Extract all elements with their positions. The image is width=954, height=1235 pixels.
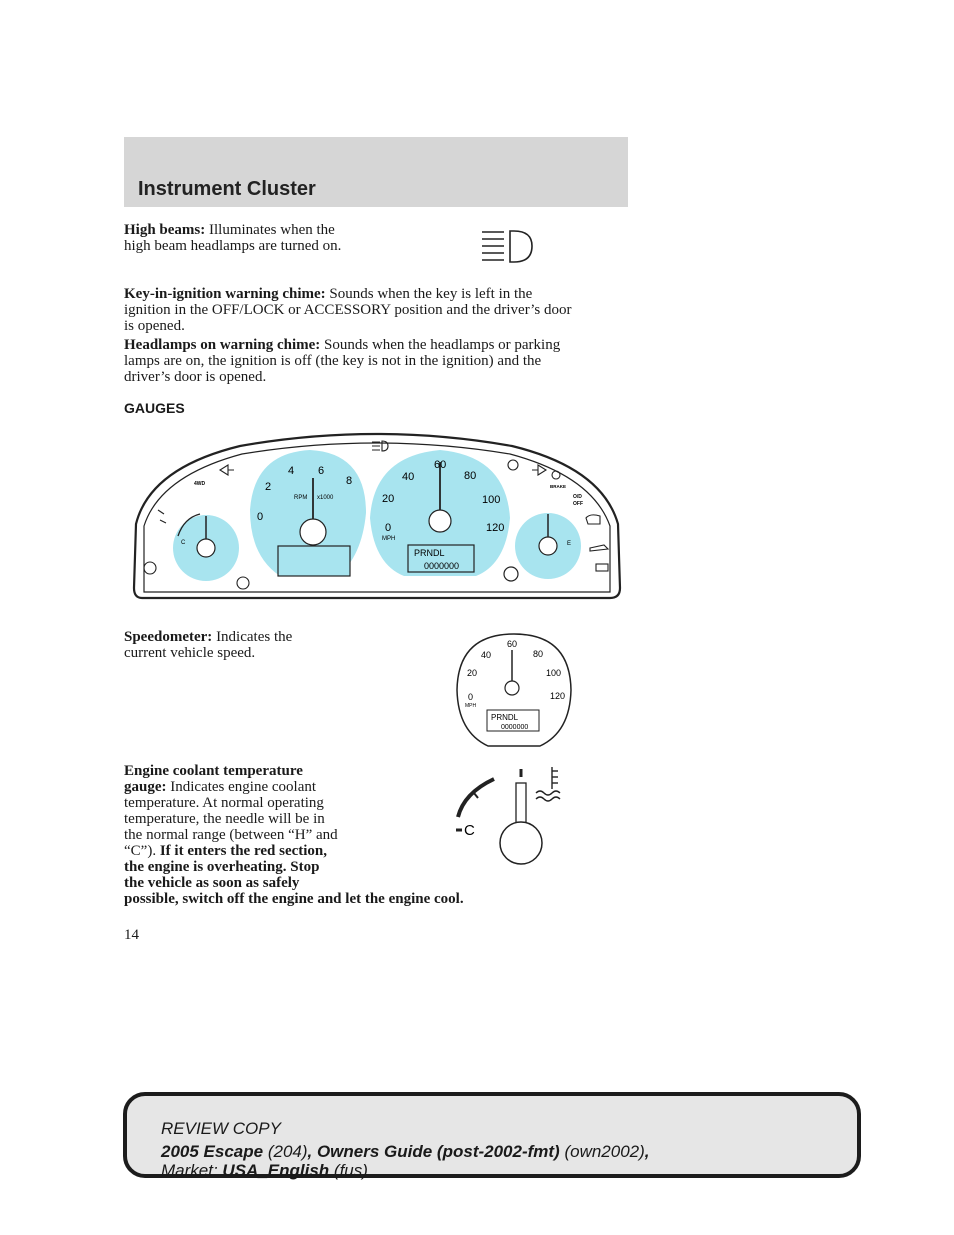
footer-model: 2005 Escape [161, 1142, 264, 1161]
svg-text:4WD: 4WD [194, 481, 206, 487]
temp-c-label: C [181, 540, 186, 546]
high-beams-text-2: high beam headlamps are turned on. [124, 238, 342, 254]
headlamp-chime-paragraph [124, 337, 634, 385]
key-chime-label: Key-in-ignition warning chime: [124, 286, 326, 302]
tach-hub [300, 519, 326, 545]
high-beams-text: Illuminates when the [209, 222, 335, 238]
coolant-warning-2: the engine is overheating. Stop [124, 859, 320, 875]
footer-model-line [161, 1143, 650, 1160]
footer-market-line [161, 1162, 368, 1179]
svg-text:0: 0 [468, 692, 474, 702]
svg-text:0000000: 0000000 [501, 724, 529, 731]
high-beam-icon [478, 228, 536, 266]
svg-text:40: 40 [481, 650, 492, 660]
coolant-label: Engine coolant temperature [124, 763, 303, 779]
svg-text:2: 2 [265, 481, 272, 493]
svg-text:RPM: RPM [294, 495, 308, 501]
coolant-warning-4: possible, switch off the engine and let the engine cool. [124, 891, 464, 907]
trip-reset-button [504, 567, 518, 581]
coolant-label-2: gauge: [124, 779, 167, 795]
headlamp-chime-text: Sounds when the headlamps or parking [324, 337, 561, 353]
high-beams-label: High beams: [124, 222, 206, 238]
coolant-text-4: the normal range (between “H” and [124, 827, 338, 843]
od-off-label: O/D [573, 494, 582, 500]
tach-warning-panel [278, 546, 350, 576]
footer-model-code: (204) [267, 1142, 308, 1161]
svg-text:BRAKE: BRAKE [550, 484, 567, 489]
key-chime-text-3: is opened. [124, 318, 185, 334]
headlamp-chime-text-3: driver’s door is opened. [124, 369, 267, 385]
svg-text:100: 100 [482, 494, 501, 506]
page-number: 14 [124, 927, 139, 943]
footer-market-label: Market: [161, 1161, 218, 1180]
coolant-c-label: C [464, 822, 475, 839]
footer-guide-code: (own2002) [564, 1142, 645, 1161]
coolant-gauge-illustration [448, 765, 568, 867]
temp-gauge-hub [197, 539, 215, 557]
svg-text:E: E [567, 541, 572, 547]
coolant-temp-icon [536, 767, 560, 801]
speedo-hub [429, 510, 451, 532]
headlamp-chime-text-2: lamps are on, the ignition is off (the key is not in the ignition) and the [124, 353, 542, 369]
footer-market-code: (fus) [333, 1161, 368, 1180]
svg-text:80: 80 [533, 649, 544, 659]
key-chime-text-2: ignition in the OFF/LOCK or ACCESSORY position and the driver’s door [124, 302, 572, 318]
coolant-warning-1: If it enters the red section, [159, 843, 328, 859]
svg-text:MPH: MPH [465, 703, 477, 709]
svg-text:0: 0 [385, 522, 392, 534]
svg-text:PRNDL: PRNDL [491, 713, 519, 722]
svg-text:120: 120 [550, 691, 566, 701]
coolant-text-1: Indicates engine coolant [170, 779, 317, 795]
speedometer-paragraph [124, 629, 374, 661]
coolant-red-arc [458, 779, 494, 817]
coolant-text-2: temperature. At normal operating [124, 795, 324, 811]
speedometer-text-2: current vehicle speed. [124, 645, 256, 661]
footer-guide: , Owners Guide (post-2002-fmt) [307, 1142, 560, 1161]
svg-text:6: 6 [318, 465, 325, 477]
svg-text:120: 120 [486, 522, 505, 534]
coolant-hub [500, 822, 542, 864]
svg-text:0000000: 0000000 [424, 561, 460, 571]
footer-review-copy: REVIEW COPY [161, 1119, 281, 1138]
svg-text:PRNDL: PRNDL [414, 548, 445, 558]
coolant-needle [516, 783, 526, 827]
svg-text:4: 4 [288, 465, 295, 477]
high-beams-paragraph [124, 222, 404, 254]
gauges-heading: GAUGES [124, 400, 185, 416]
speedometer-label: Speedometer: [124, 629, 213, 645]
svg-text:40: 40 [402, 471, 415, 483]
footer-comma: , [644, 1142, 650, 1161]
page-title: Instrument Cluster [138, 178, 316, 200]
svg-text:8: 8 [346, 475, 353, 487]
svg-text:100: 100 [546, 668, 562, 678]
svg-text:20: 20 [382, 493, 395, 505]
svg-text:0: 0 [257, 511, 264, 523]
instrument-cluster-illustration [130, 428, 622, 610]
key-chime-paragraph [124, 286, 634, 334]
speedometer-illustration [454, 632, 574, 748]
svg-text:60: 60 [434, 459, 447, 471]
fuel-gauge-hub [539, 537, 557, 555]
coolant-text-5: “C”). [124, 843, 157, 859]
speedometer-text: Indicates the [216, 629, 293, 645]
coolant-warning-3: the vehicle as soon as safely [124, 875, 300, 891]
svg-text:OFF: OFF [573, 501, 583, 507]
svg-text:60: 60 [507, 639, 518, 649]
svg-text:20: 20 [467, 668, 478, 678]
coolant-text-3: temperature, the needle will be in [124, 811, 325, 827]
key-chime-text: Sounds when the key is left in the [329, 286, 533, 302]
svg-text:x1000: x1000 [317, 495, 334, 501]
headlamp-chime-label: Headlamps on warning chime: [124, 337, 321, 353]
footer-market: USA_English [222, 1161, 330, 1180]
svg-text:MPH: MPH [382, 536, 396, 542]
svg-text:80: 80 [464, 470, 477, 482]
